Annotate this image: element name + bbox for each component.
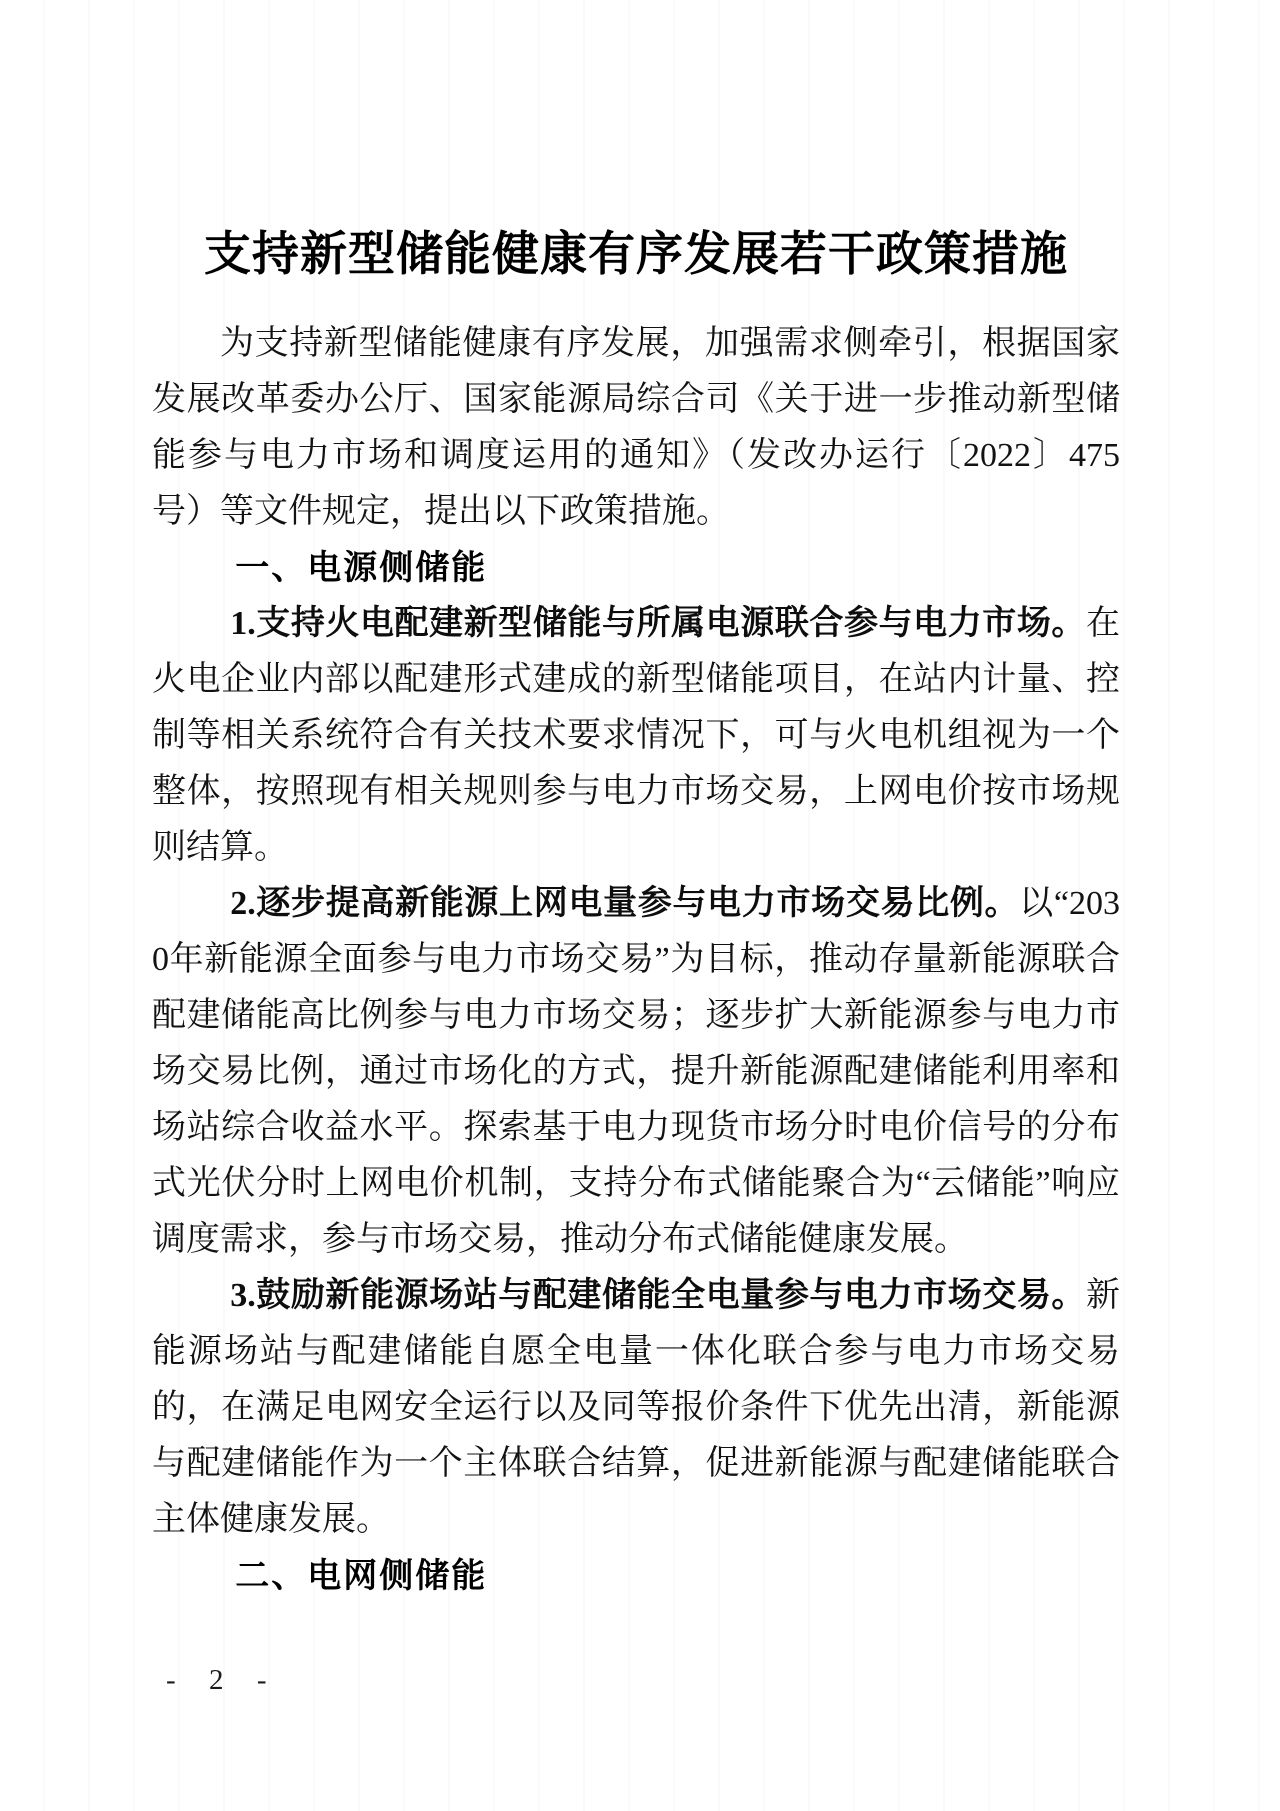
page-number: - 2 - <box>166 1664 280 1696</box>
intro-paragraph: 为支持新型储能健康有序发展，加强需求侧牵引，根据国家发展改革委办公厅、国家能源局综合司《关于进一步推动新型储能参与电力市场和调度运用的通知》（发改办运行〔2022〕475号）等文件规定，提出以下政策措施。 <box>152 325 1120 530</box>
policy-item-paragraph: 1.支持火电配建新型储能与所属电源联合参与电力市场。在火电企业内部以配建形式建成的新型储能项目，在站内计量、控制等相关系统符合有关技术要求情况下，可与火电机组视为一个整体，按照现有相关规则参与电力市场交易，上网电价按市场规则结算。 <box>152 605 1120 866</box>
item-lead-sentence: 2.逐步提高新能源上网电量参与电力市场交易比例。 <box>230 885 1020 922</box>
section-heading: 一、电源侧储能 <box>235 549 488 587</box>
policy-item-paragraph: 3.鼓励新能源场站与配建储能全电量参与电力市场交易。新能源场站与配建储能自愿全电量一体化联合参与电力市场交易的，在满足电网安全运行以及同等报价条件下优先出清，新能源与配建储能作为一个主体联合结算，促进新能源与配建储能联合主体健康发展。 <box>152 1277 1120 1538</box>
item-lead-sentence: 1.支持火电配建新型储能与所属电源联合参与电力市场。 <box>230 605 1086 642</box>
document-body <box>152 316 1120 1604</box>
document-title: 支持新型储能健康有序发展若干政策措施 <box>204 229 1068 282</box>
policy-item-paragraph: 2.逐步提高新能源上网电量参与电力市场交易比例。以“2030年新能源全面参与电力市场交易”为目标，推动存量新能源联合配建储能高比例参与电力市场交易；逐步扩大新能源参与电力市场交易比例，通过市场化的方式，提升新能源配建储能利用率和场站综合收益水平。探索基于电力现货市场分时电价信号的分布式光伏分时上网电价机制，支持分布式储能聚合为“云储能”响应调度需求，参与市场交易，推动分布式储能健康发展。 <box>152 885 1121 1258</box>
item-lead-sentence: 3.鼓励新能源场站与配建储能全电量参与电力市场交易。 <box>230 1277 1086 1314</box>
section-heading: 二、电网侧储能 <box>235 1557 488 1595</box>
